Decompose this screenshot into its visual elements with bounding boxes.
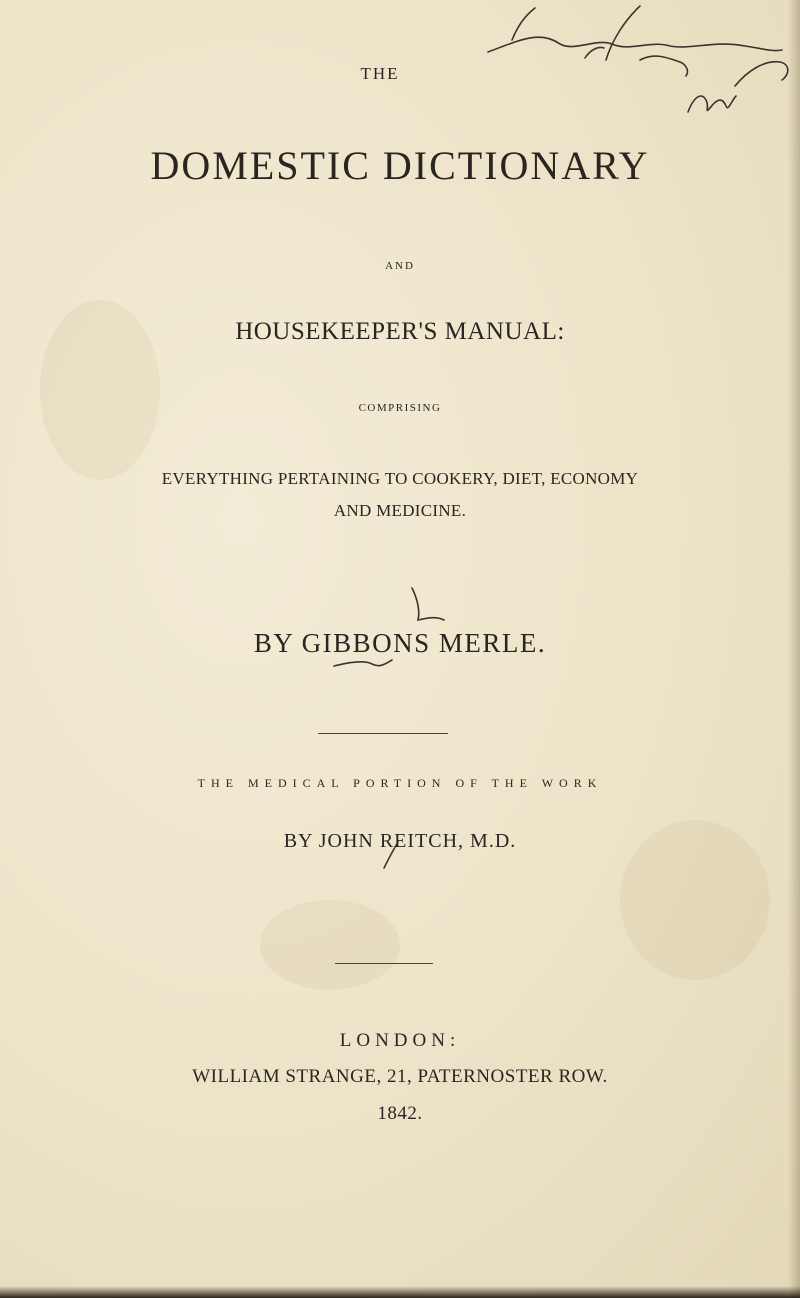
title-and: AND bbox=[385, 260, 415, 272]
medical-portion-line: THE MEDICAL PORTION OF THE WORK bbox=[197, 776, 603, 790]
imprint-city: LONDON: bbox=[339, 1030, 461, 1051]
subtitle: HOUSEKEEPER'S MANUAL: bbox=[235, 318, 565, 345]
description-line-2: AND MEDICINE. bbox=[333, 501, 467, 520]
divider-rule bbox=[335, 963, 433, 964]
main-title: DOMESTIC DICTIONARY bbox=[150, 143, 650, 188]
page-edge-shadow bbox=[788, 0, 800, 1298]
imprint-publisher: WILLIAM STRANGE, 21, PATERNOSTER ROW. bbox=[192, 1066, 608, 1087]
divider-rule bbox=[318, 733, 448, 734]
description-line-1: EVERYTHING PERTAINING TO COOKERY, DIET, ECONOMY bbox=[161, 469, 639, 488]
page-bottom-edge bbox=[0, 1286, 800, 1298]
medical-author-line: BY JOHN REITCH, M.D. bbox=[283, 830, 517, 852]
comprising-label: COMPRISING bbox=[358, 402, 442, 414]
title-the: THE bbox=[360, 64, 400, 83]
author-line: BY GIBBONS MERLE. bbox=[253, 628, 547, 658]
imprint-year: 1842. bbox=[377, 1103, 423, 1124]
